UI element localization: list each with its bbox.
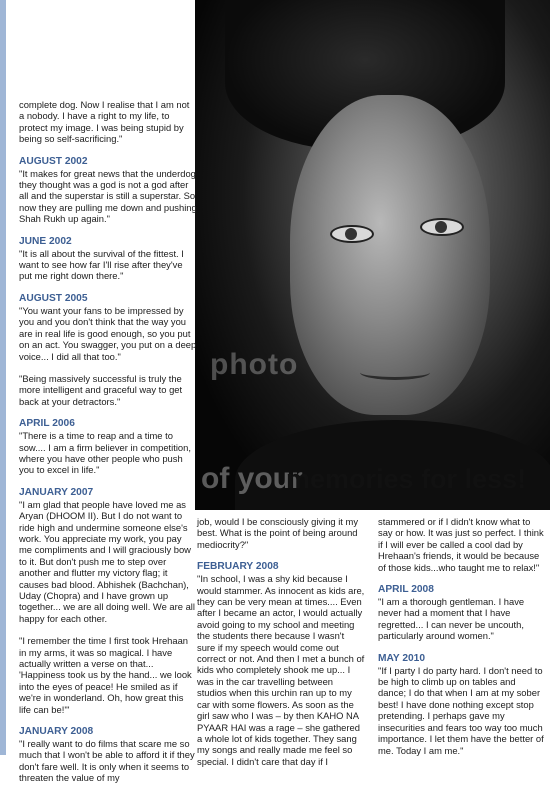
watermark-banner-text: memories for less! — [286, 464, 527, 494]
watermark-banner — [195, 462, 550, 502]
entry-date: APRIL 2006 — [19, 418, 75, 430]
entry-text: "It makes for great news that the underdog they thought was a god is not a god after all and the superstar is still a superstar. So now they are pulling me down and pushing Shah Rukh up again." — [19, 167, 197, 225]
entry-date: FEBRUARY 2008 — [197, 561, 279, 573]
entry-date: JANUARY 2007 — [19, 486, 94, 498]
entry-date: APRIL 2008 — [378, 584, 434, 596]
entry-date: MAY 2010 — [378, 652, 426, 664]
entry-text: "I am a thorough gentleman. I have never had a moment that I have regretted... I can never be uncouth, particularly around women." — [378, 596, 525, 642]
photo-left-eye — [330, 225, 374, 243]
portrait-photo — [195, 0, 550, 510]
photo-right-eye — [420, 218, 464, 236]
column-intro: complete dog. Now I realise that I am not a nobody. I have a right to my life, to protect my image. I was being stupid by being so self-sacrificing." — [19, 99, 190, 145]
entry-date: AUGUST 2005 — [19, 292, 88, 304]
entry-text: "If I party I do party hard. I don't need to be high to climb up on tables and dance; I do that when I am at my sober best! I have done nothing except stop pretending. I perhaps gave my insecurities and fears too way too much importance. I let them have the better of me. Today I am me." — [378, 664, 544, 756]
entry-text: "In school, I was a shy kid because I would stammer. As innocent as kids are, they can be very mean at times.... Even after I became an actor, I would actually avoid going to my school and meeting the students there because I wasn't sure if my speech would come out correct or not. And then I met a bunch of kids who completely shook me up... I was in the car travelling between studios when this urchin ran up to my car with some flowers. As soon as the girl saw who I was – by then KAHO NA PYAAR HAI was a rage – she gathered a whole lot of kids together. They sang my songs and really made me feel so special. I didn't care that day if I — [197, 573, 365, 767]
column-intro: job, would I be consciously giving it my best. What is the point of being around mediocrity?" — [197, 516, 359, 550]
entry-text: "Being massively successful is truly the more intelligent and graceful way to get back at your detractors." — [19, 372, 183, 407]
entry-date: JUNE 2002 — [19, 235, 72, 247]
entry-text: "It is all about the survival of the fittest. I want to see how far I'll rise after they've put me right down there." — [19, 247, 184, 282]
entry-date: JANUARY 2008 — [19, 726, 94, 738]
entry-text: "There is a time to reap and a time to sow.... I am a firm believer in competition, where you have other people who push you to excel in life." — [19, 430, 191, 476]
entry-text: "I really want to do films that scare me so much that I won't be able to afford it if they don't fare well. It is only when it seems to threaten the value of my — [19, 738, 195, 784]
entry-text: "I am glad that people have loved me as Aryan (DHOOM II). But I do not want to ride high and undermine someone else's work. You appreciate my work, you pay me compliments and I will graciously bow to it. But don't push me to step over another and flutter my victory flag; it causes bad blood. Abhishek (Bachchan), Uday (Chopra) and I have grown up together... we are all doing well. We are all happy for each other. — [19, 498, 195, 624]
entry-date: AUGUST 2002 — [19, 155, 88, 167]
article-column-3 — [378, 516, 546, 767]
entry-text: "You want your fans to be impressed by you and you don't think that the way you are in real life is good enough, so you put on an act. You swagger, you put on a deep voice... I did all that too." — [19, 304, 197, 362]
watermark-photo-text: photo — [210, 348, 299, 381]
watermark-banner-of: of your — [201, 462, 303, 495]
photo-mouth — [360, 365, 430, 380]
article-column-1 — [19, 99, 197, 795]
article-column-2 — [197, 516, 365, 778]
page-edge-bar — [0, 0, 6, 755]
entry-text: "I remember the time I first took Hrehaan in my arms, it was so magical. I have actually written a verse on that... 'Happiness took us by the hand... we look into the eyes of peace! He smiled as if we're in wonderland. Oh, how great this life can be!'" — [19, 635, 192, 715]
column-intro: stammered or if I didn't know what to say or how. It was just so perfect. I think if I will ever be called a cool dad by Hrehaan's friends, it would be because of those kids...who taught me to relax!" — [378, 516, 544, 573]
